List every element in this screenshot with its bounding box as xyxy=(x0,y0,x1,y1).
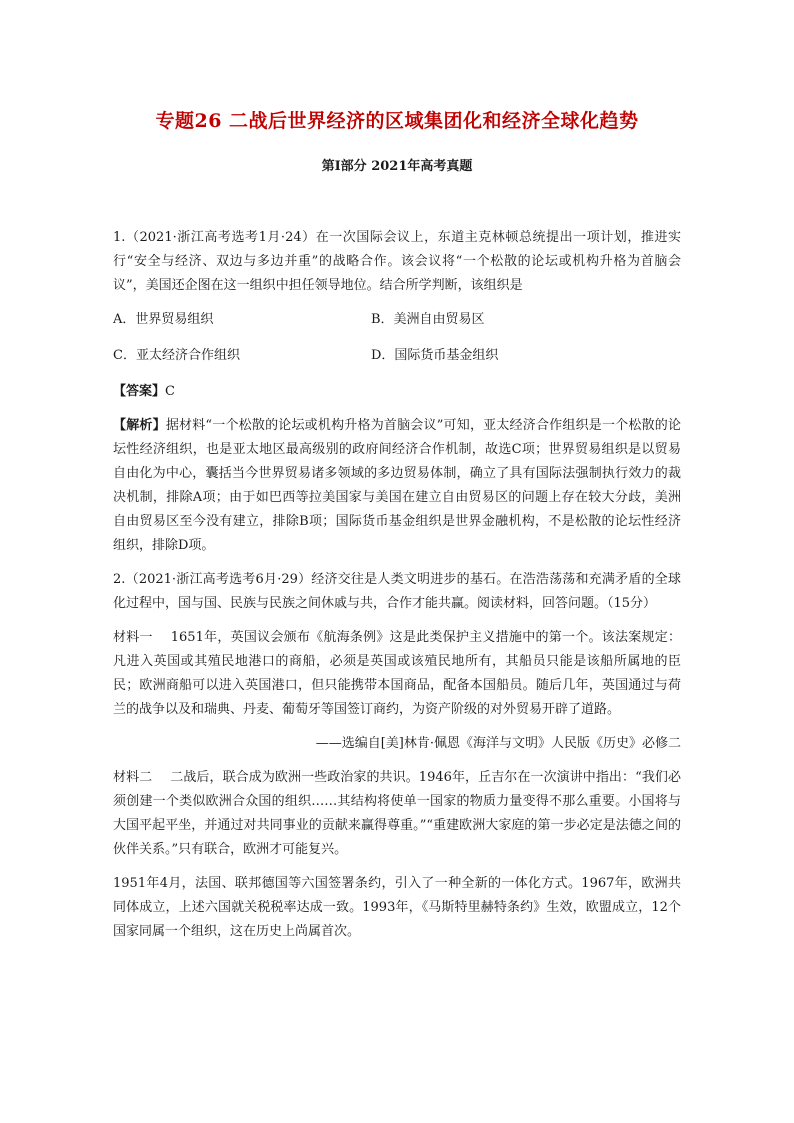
option-a: A．世界贸易组织 xyxy=(113,312,214,327)
option-d: D．国际货币基金组织 xyxy=(371,348,499,363)
question-2-stem: 2.（2021·浙江高考选考6月·29）经济交往是人类文明进步的基石。在浩浩荡荡和充满矛盾的全球化过程中，国与国、民族与民族之间休戚与共，合作才能共赢。阅读材料，回答问题。（15分） xyxy=(113,572,681,611)
analysis-text: 据材料“一个松散的论坛或机构升格为首脑会议”可知，亚太经济合作组织是一个松散的论坛性经济组织，也是亚太地区最高级别的政府间经济合作机制，故选C项；世界贸易组织是以贸易自由化为中心，囊括当今世界贸易诸多领域的多边贸易体制，确立了具有国际法强制执行效力的裁决机制，排除A项；由于如巴西等拉美国家与美国在建立自由贸易区的问题上存在较大分歧，美洲自由贸易区至今没有建立，排除B项；国际货币基金组织是世界金融机构，不是松散的论坛性经济组织，排除D项。 xyxy=(113,418,681,553)
question-1-stem: 1.（2021·浙江高考选考1月·24）在一次国际会议上，东道主克林顿总统提出一项计划，推进实行“安全与经济、双边与多边并重”的战略合作。该会议将“一个松散的论坛或机构升格为首脑会议”，美国还企图在这一组织中担任领导地位。结合所学判断，该组织是 xyxy=(113,230,681,293)
answer-value: C xyxy=(165,384,175,399)
analysis-label: 【解析】 xyxy=(113,418,166,433)
material-1 xyxy=(113,626,681,722)
material-1-heading: 材料一 xyxy=(113,630,153,645)
question-1-answer xyxy=(113,380,681,404)
document-body xyxy=(113,226,681,944)
question-1-options-row-2 xyxy=(113,344,681,368)
question-1-options-row-1 xyxy=(113,308,681,332)
option-b: B．美洲自由贸易区 xyxy=(371,312,485,327)
material-1-source: ——选编自[美]林肯·佩恩《海洋与文明》人民版《历史》必修二 xyxy=(315,736,681,751)
document-title: 专题26 二战后世界经济的区域集团化和经济全球化趋势 xyxy=(155,110,639,132)
document-subtitle: 第Ⅰ部分 2021年高考真题 xyxy=(321,159,473,174)
question-1-analysis xyxy=(113,414,681,558)
material-2-heading: 材料二 xyxy=(113,770,153,785)
material-2 xyxy=(113,766,681,862)
material-2-text: 二战后，联合成为欧洲一些政治家的共识。1946年，丘吉尔在一次演讲中指出：“我们必须创建一个类似欧洲合众国的组织……其结构将使单一国家的物质力量变得不那么重要。小国将与大国平起平坐，并通过对共同事业的贡献来赢得尊重。”“重建欧洲大家庭的第一步必定是法德之间的伙伴关系。”只有联合，欧洲才可能复兴。 xyxy=(113,770,681,857)
answer-label: 【答案】 xyxy=(113,384,166,399)
material-1-text: 1651年，英国议会颁布《航海条例》这是此类保护主义措施中的第一个。该法案规定：凡进入英国或其殖民地港口的商船，必须是英国或该殖民地所有，其船员只能是该船所属地的臣民；欧洲商船可以进入英国港口，但只能携带本国商品，配备本国船员。随后几年，英国通过与荷兰的战争以及和瑞典、丹麦、葡萄牙等国签订商约，为资产阶级的对外贸易开辟了道路。 xyxy=(113,630,681,717)
option-c: C．亚太经济合作组织 xyxy=(113,348,240,363)
material-2-continued: 1951年4月，法国、联邦德国等六国签署条约，引入了一种全新的一体化方式。1967年，欧洲共同体成立，上述六国就关税税率达成一致。1993年，《马斯特里赫特条约》生效，欧盟成立，12个国家同属一个组织，这在历史上尚属首次。 xyxy=(113,876,681,939)
